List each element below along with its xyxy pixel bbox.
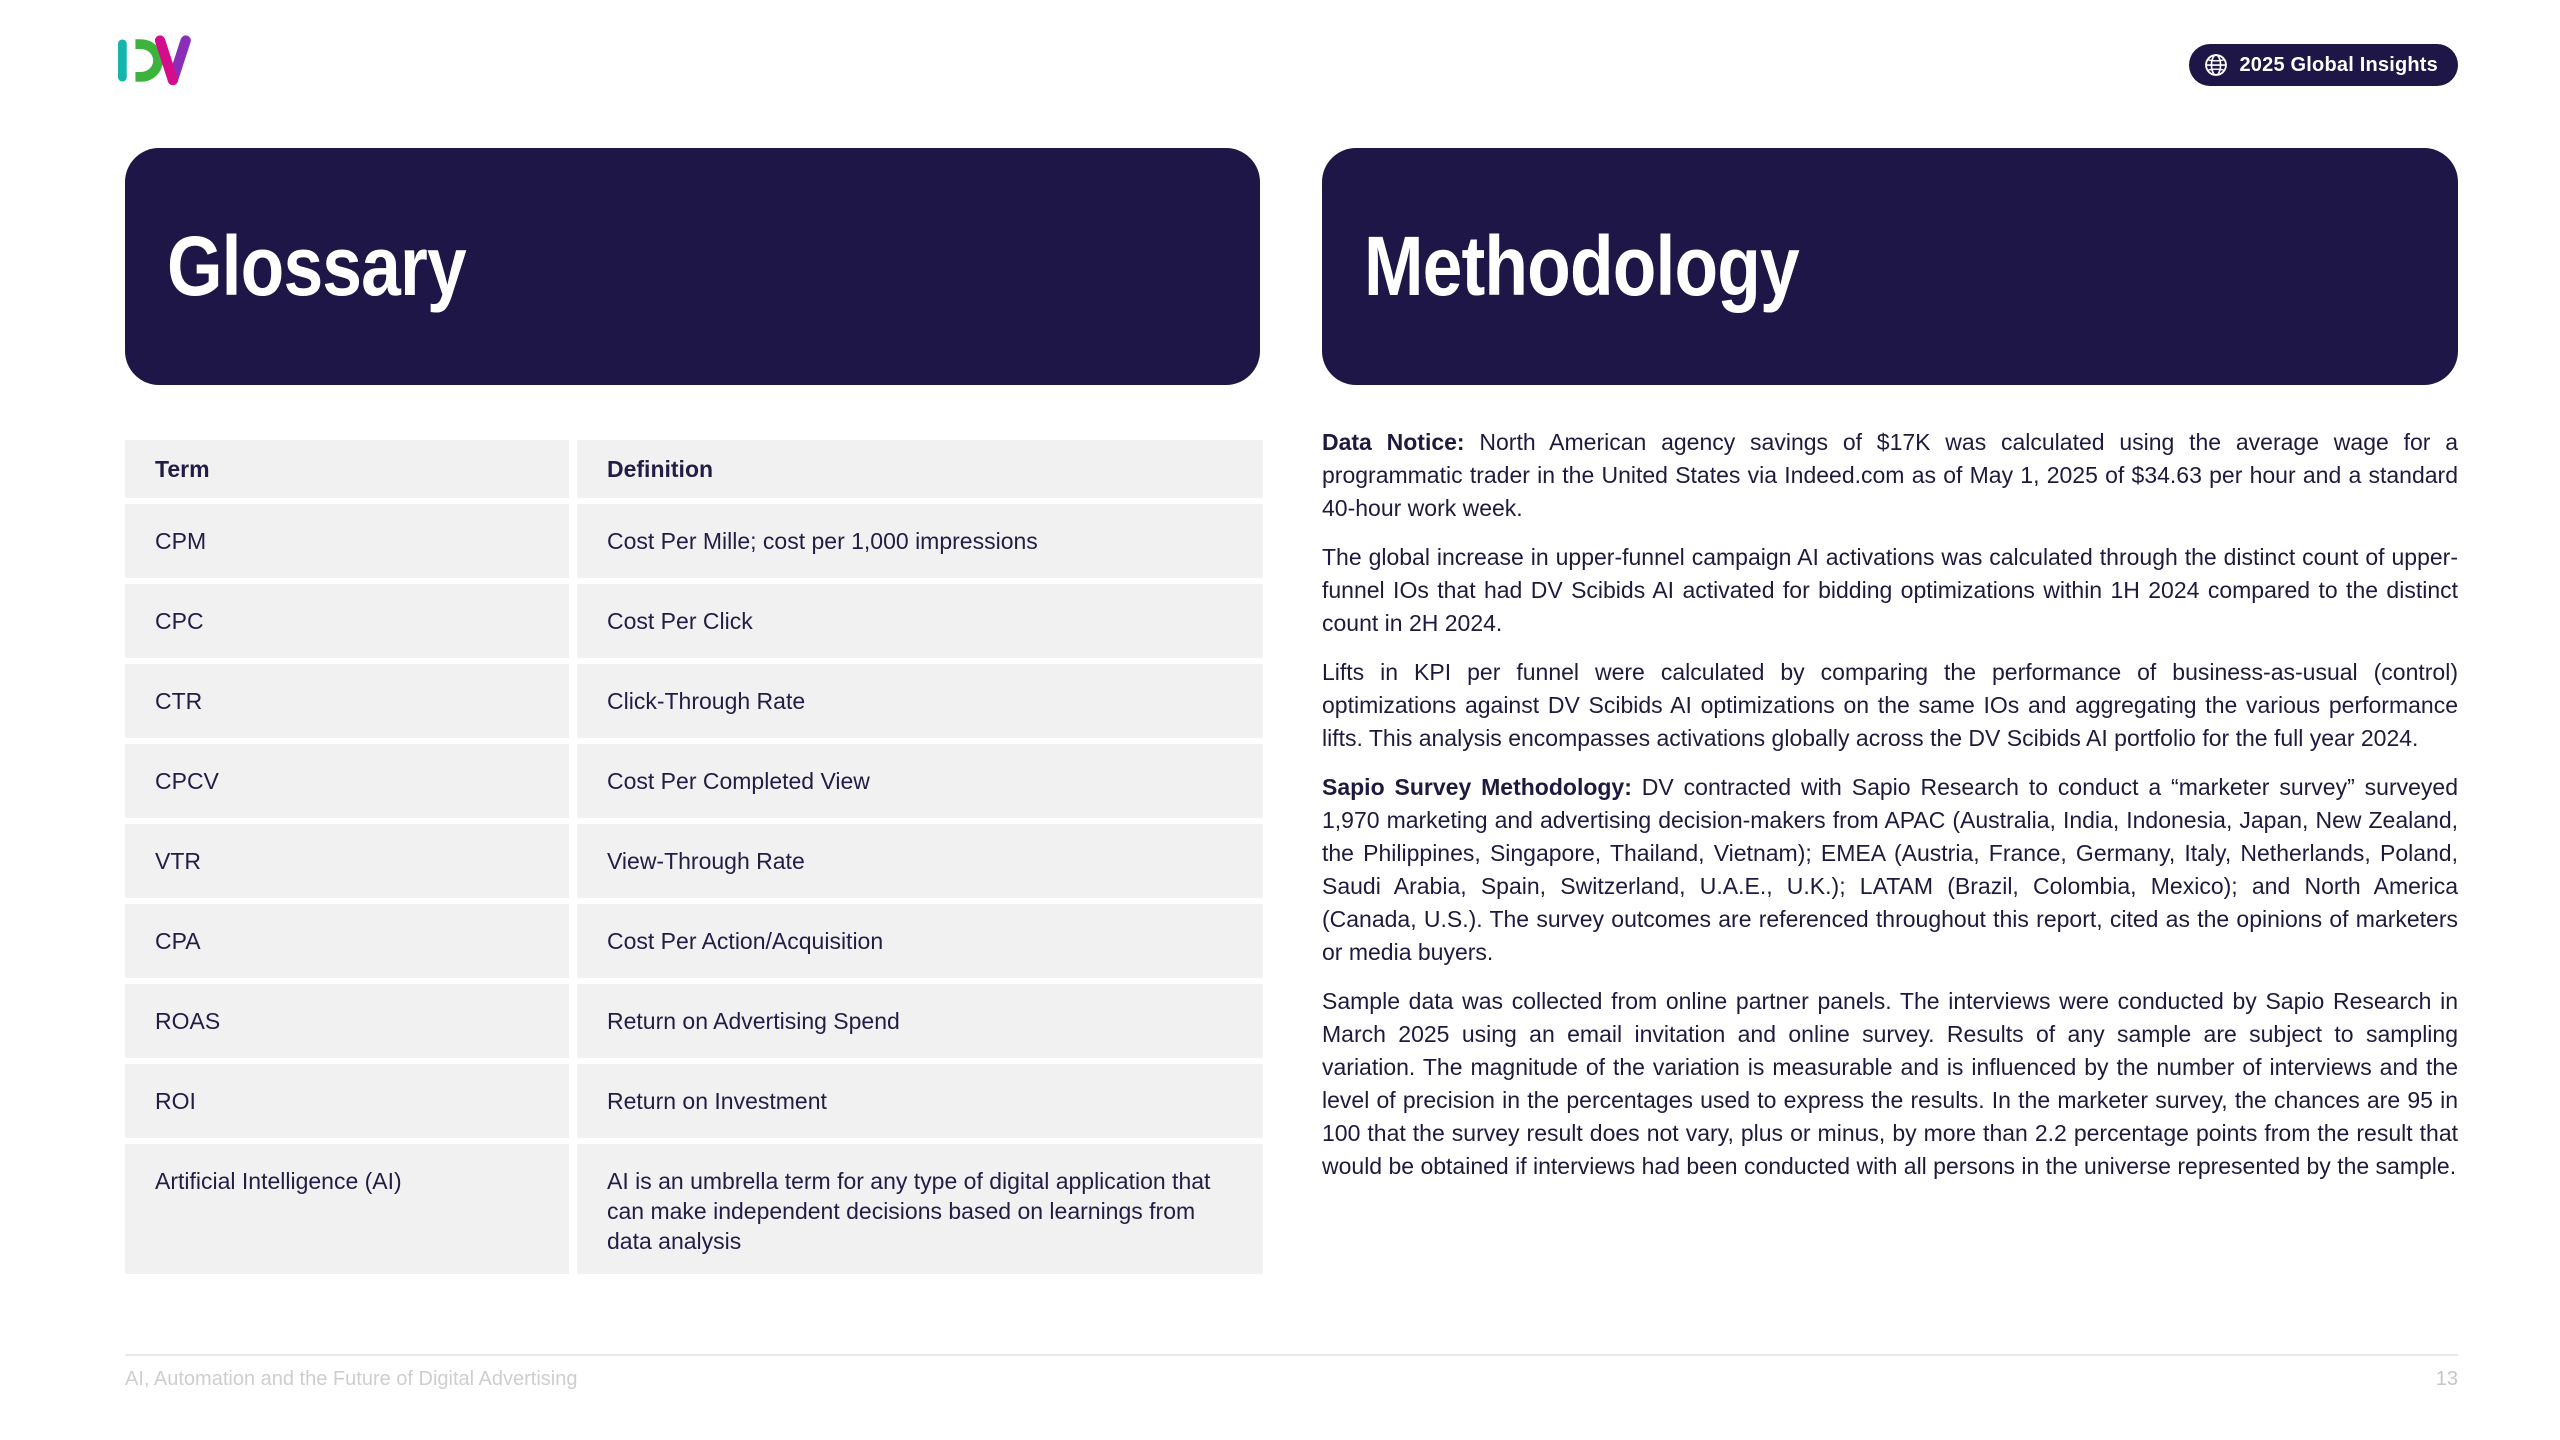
table-cell-term: CPM (125, 504, 569, 578)
global-insights-badge (2189, 44, 2458, 86)
paragraph-text: DV contracted with Sapio Research to conduct a “marketer survey” surveyed 1,970 marketing and advertising decision-makers from APAC (Australia, India, Indonesia, Japan, New Zealand, the Philippines, Singapore, Thailand, Vietnam); EMEA (Austria, France, Germany, Italy, Netherlands, Poland, Saudi Arabia, Spain, Switzerland, U.A.E., U.K.); LATAM (Brazil, Colombia, Mexico); and North America (Canada, U.S.). The survey outcomes are referenced throughout this report, cited as the opinions of marketers or media buyers. (1322, 774, 2458, 965)
methodology-paragraph (1322, 426, 2458, 525)
methodology-paragraph (1322, 985, 2458, 1183)
methodology-title: Methodology (1364, 219, 1799, 313)
paragraph-text: The global increase in upper-funnel campaign AI activations was calculated through the distinct count of upper-funnel IOs that had DV Scibids AI activated for bidding optimizations within 1H 2024 compared to the distinct count in 2H 2024. (1322, 544, 2458, 636)
table-cell-term: CTR (125, 664, 569, 738)
dv-logo (118, 34, 198, 90)
table-cell-term: CPA (125, 904, 569, 978)
methodology-paragraph (1322, 771, 2458, 969)
glossary-header-term: Term (125, 440, 569, 498)
methodology-body (1322, 426, 2458, 1199)
table-cell-definition: Return on Advertising Spend (577, 984, 1263, 1058)
globe-icon (2203, 52, 2229, 78)
table-cell-definition: Return on Investment (577, 1064, 1263, 1138)
table-cell-definition: Click-Through Rate (577, 664, 1263, 738)
table-cell-definition: Cost Per Click (577, 584, 1263, 658)
glossary-table (125, 440, 1263, 1274)
paragraph-text: North American agency savings of $17K was calculated using the average wage for a programmatic trader in the United States via Indeed.com as of May 1, 2025 of $34.63 per hour and a standard 40-hour work week. (1322, 429, 2458, 521)
table-cell-term: ROAS (125, 984, 569, 1058)
paragraph-lead: Data Notice: (1322, 429, 1480, 455)
table-cell-definition: AI is an umbrella term for any type of digital application that can make independent decisions based on learnings from data analysis (577, 1144, 1263, 1274)
table-cell-definition: Cost Per Completed View (577, 744, 1263, 818)
glossary-title: Glossary (167, 219, 466, 313)
paragraph-text: Sample data was collected from online partner panels. The interviews were conducted by Sapio Research in March 2025 using an email invitation and online survey. Results of any sample are subject to sampling variation. The magnitude of the variation is measurable and is influenced by the number of interviews and the level of precision in the percentages used to express the results. In the marketer survey, the chances are 95 in 100 that the survey result does not vary, plus or minus, by more than 2.2 percentage points from the result that would be obtained if interviews had been conducted with all persons in the universe represented by the sample. (1322, 988, 2458, 1179)
table-cell-term: ROI (125, 1064, 569, 1138)
table-cell-definition: Cost Per Mille; cost per 1,000 impressions (577, 504, 1263, 578)
footer-title: AI, Automation and the Future of Digital Advertising (125, 1368, 578, 1390)
table-cell-term: CPCV (125, 744, 569, 818)
methodology-paragraph (1322, 656, 2458, 755)
badge-label: 2025 Global Insights (2239, 53, 2438, 76)
glossary-panel (125, 148, 1260, 385)
methodology-paragraph (1322, 541, 2458, 640)
paragraph-text: Lifts in KPI per funnel were calculated by comparing the performance of business-as-usual (control) optimizations against DV Scibids AI optimizations on the same IOs and aggregating the various performance lifts. This analysis encompasses activations globally across the DV Scibids AI portfolio for the full year 2024. (1322, 659, 2458, 751)
table-cell-definition: View-Through Rate (577, 824, 1263, 898)
methodology-panel (1322, 148, 2458, 385)
table-cell-term: CPC (125, 584, 569, 658)
dv-logo-icon (118, 34, 198, 86)
paragraph-lead: Sapio Survey Methodology: (1322, 774, 1642, 800)
table-cell-term: VTR (125, 824, 569, 898)
glossary-header-definition: Definition (577, 440, 1263, 498)
page-number: 13 (2435, 1368, 2458, 1390)
table-cell-definition: Cost Per Action/Acquisition (577, 904, 1263, 978)
footer-divider (125, 1354, 2458, 1356)
table-cell-term: Artificial Intelligence (AI) (125, 1144, 569, 1274)
